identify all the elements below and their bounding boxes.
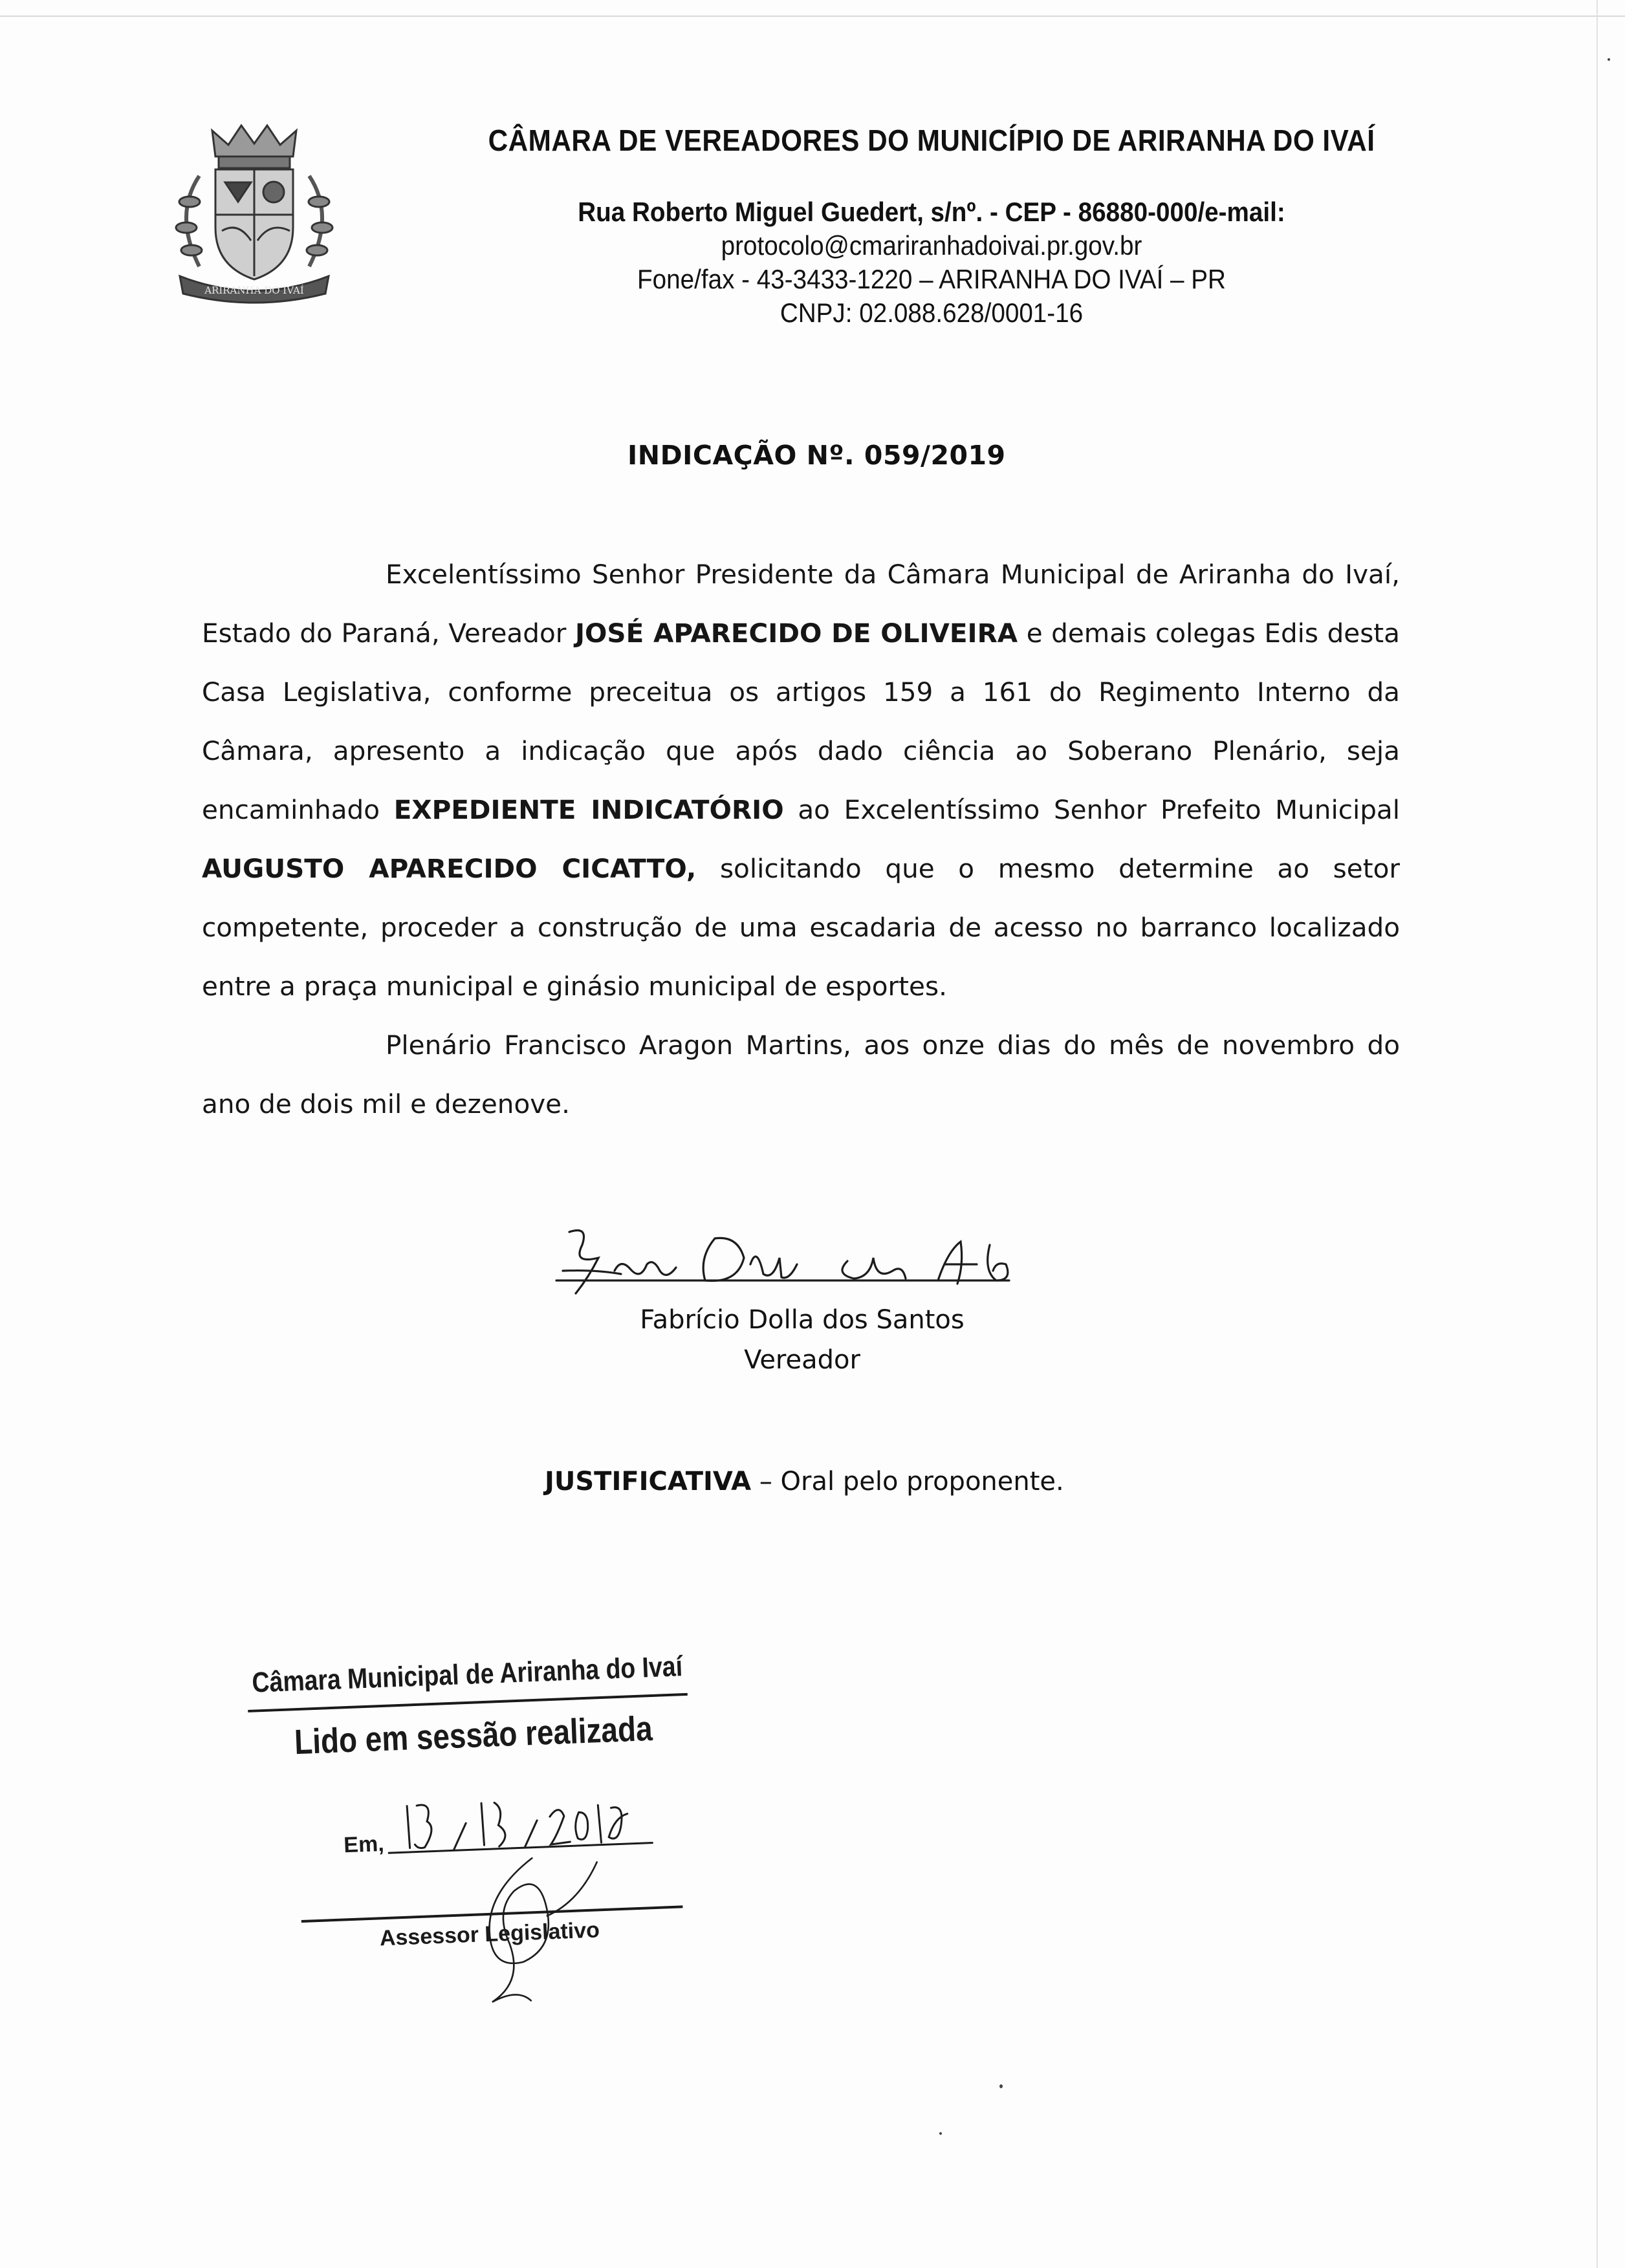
justification-text: – Oral pelo proponente. bbox=[751, 1467, 1064, 1496]
chamber-phone: Fone/fax - 43-3433-1220 – ARIRANHA DO IVAÍ – PR bbox=[637, 264, 1226, 294]
handwritten-initials bbox=[448, 1849, 609, 2010]
chamber-address: Rua Roberto Miguel Guedert, s/nº. - CEP - 86880-000/e-mail: bbox=[578, 197, 1285, 227]
emblem-ribbon-text: ARIRANHA DO IVAÍ bbox=[204, 285, 304, 296]
session-stamp bbox=[246, 1638, 712, 2017]
body-text-4: solicitando que o mesmo determine ao setor competente, proceder a construção de uma escadaria de acesso no barranco localizado entre a praça municipal e ginásio municipal de esportes. bbox=[202, 853, 1401, 1002]
scan-edge-top bbox=[0, 16, 1625, 17]
signer-name: Fabrício Dolla dos Santos bbox=[640, 1305, 965, 1335]
stamp-title: Câmara Municipal de Ariranha do Ivaí bbox=[251, 1650, 683, 1699]
councilor-president-name: JOSÉ APARECIDO DE OLIVEIRA bbox=[574, 618, 1018, 649]
signer-role: Vereador bbox=[744, 1345, 860, 1375]
letterhead bbox=[427, 123, 1436, 329]
document-body bbox=[202, 545, 1400, 1134]
coat-of-arms-emblem bbox=[154, 118, 354, 312]
stamp-role: Assessor Legislativo bbox=[379, 1917, 600, 1951]
body-text-1: Excelentíssimo Senhor Presidente da Câmara Municipal de Ariranha do Ivaí, Estado do Paraná, Vereador bbox=[202, 559, 1400, 649]
chamber-title: CÂMARA DE VEREADORES DO MUNICÍPIO DE ARIRANHA DO IVAÍ bbox=[488, 124, 1375, 157]
body-text-2: e demais colegas Edis desta Casa Legislativa, conforme preceitua os artigos 159 a 161 do Regimento Interno da Câmara, apresento a indicação que após dado ciência ao Soberano Plenário, seja encaminhado bbox=[202, 618, 1401, 825]
chamber-cnpj: CNPJ: 02.088.628/0001-16 bbox=[780, 297, 1084, 328]
scan-speck bbox=[999, 2084, 1003, 2088]
chamber-email: protocolo@cmariranhadoivai.pr.gov.br bbox=[721, 230, 1142, 261]
justification-label: JUSTIFICATIVA bbox=[545, 1467, 752, 1496]
scan-edge-right bbox=[1597, 0, 1598, 2268]
expedient-label: EXPEDIENTE INDICATÓRIO bbox=[393, 794, 784, 825]
handwritten-signature bbox=[543, 1219, 1048, 1310]
body-text-3: ao Excelentíssimo Senhor Prefeito Municipal bbox=[783, 794, 1401, 825]
body-paragraph-2: Plenário Francisco Aragon Martins, aos onze dias do mês de novembro do ano de dois mil e dezenove. bbox=[202, 1030, 1400, 1119]
body-paragraph-1 bbox=[202, 545, 1400, 1016]
stamp-subtitle: Lido em sessão realizada bbox=[294, 1709, 653, 1762]
justification-line bbox=[545, 1467, 1064, 1496]
scan-speck bbox=[939, 2132, 942, 2135]
mayor-name: AUGUSTO APARECIDO CICATTO, bbox=[202, 853, 697, 884]
scan-speck bbox=[1608, 58, 1610, 61]
document-number: INDICAÇÃO Nº. 059/2019 bbox=[627, 440, 1006, 471]
stamp-date-prefix: Em, bbox=[343, 1831, 385, 1858]
